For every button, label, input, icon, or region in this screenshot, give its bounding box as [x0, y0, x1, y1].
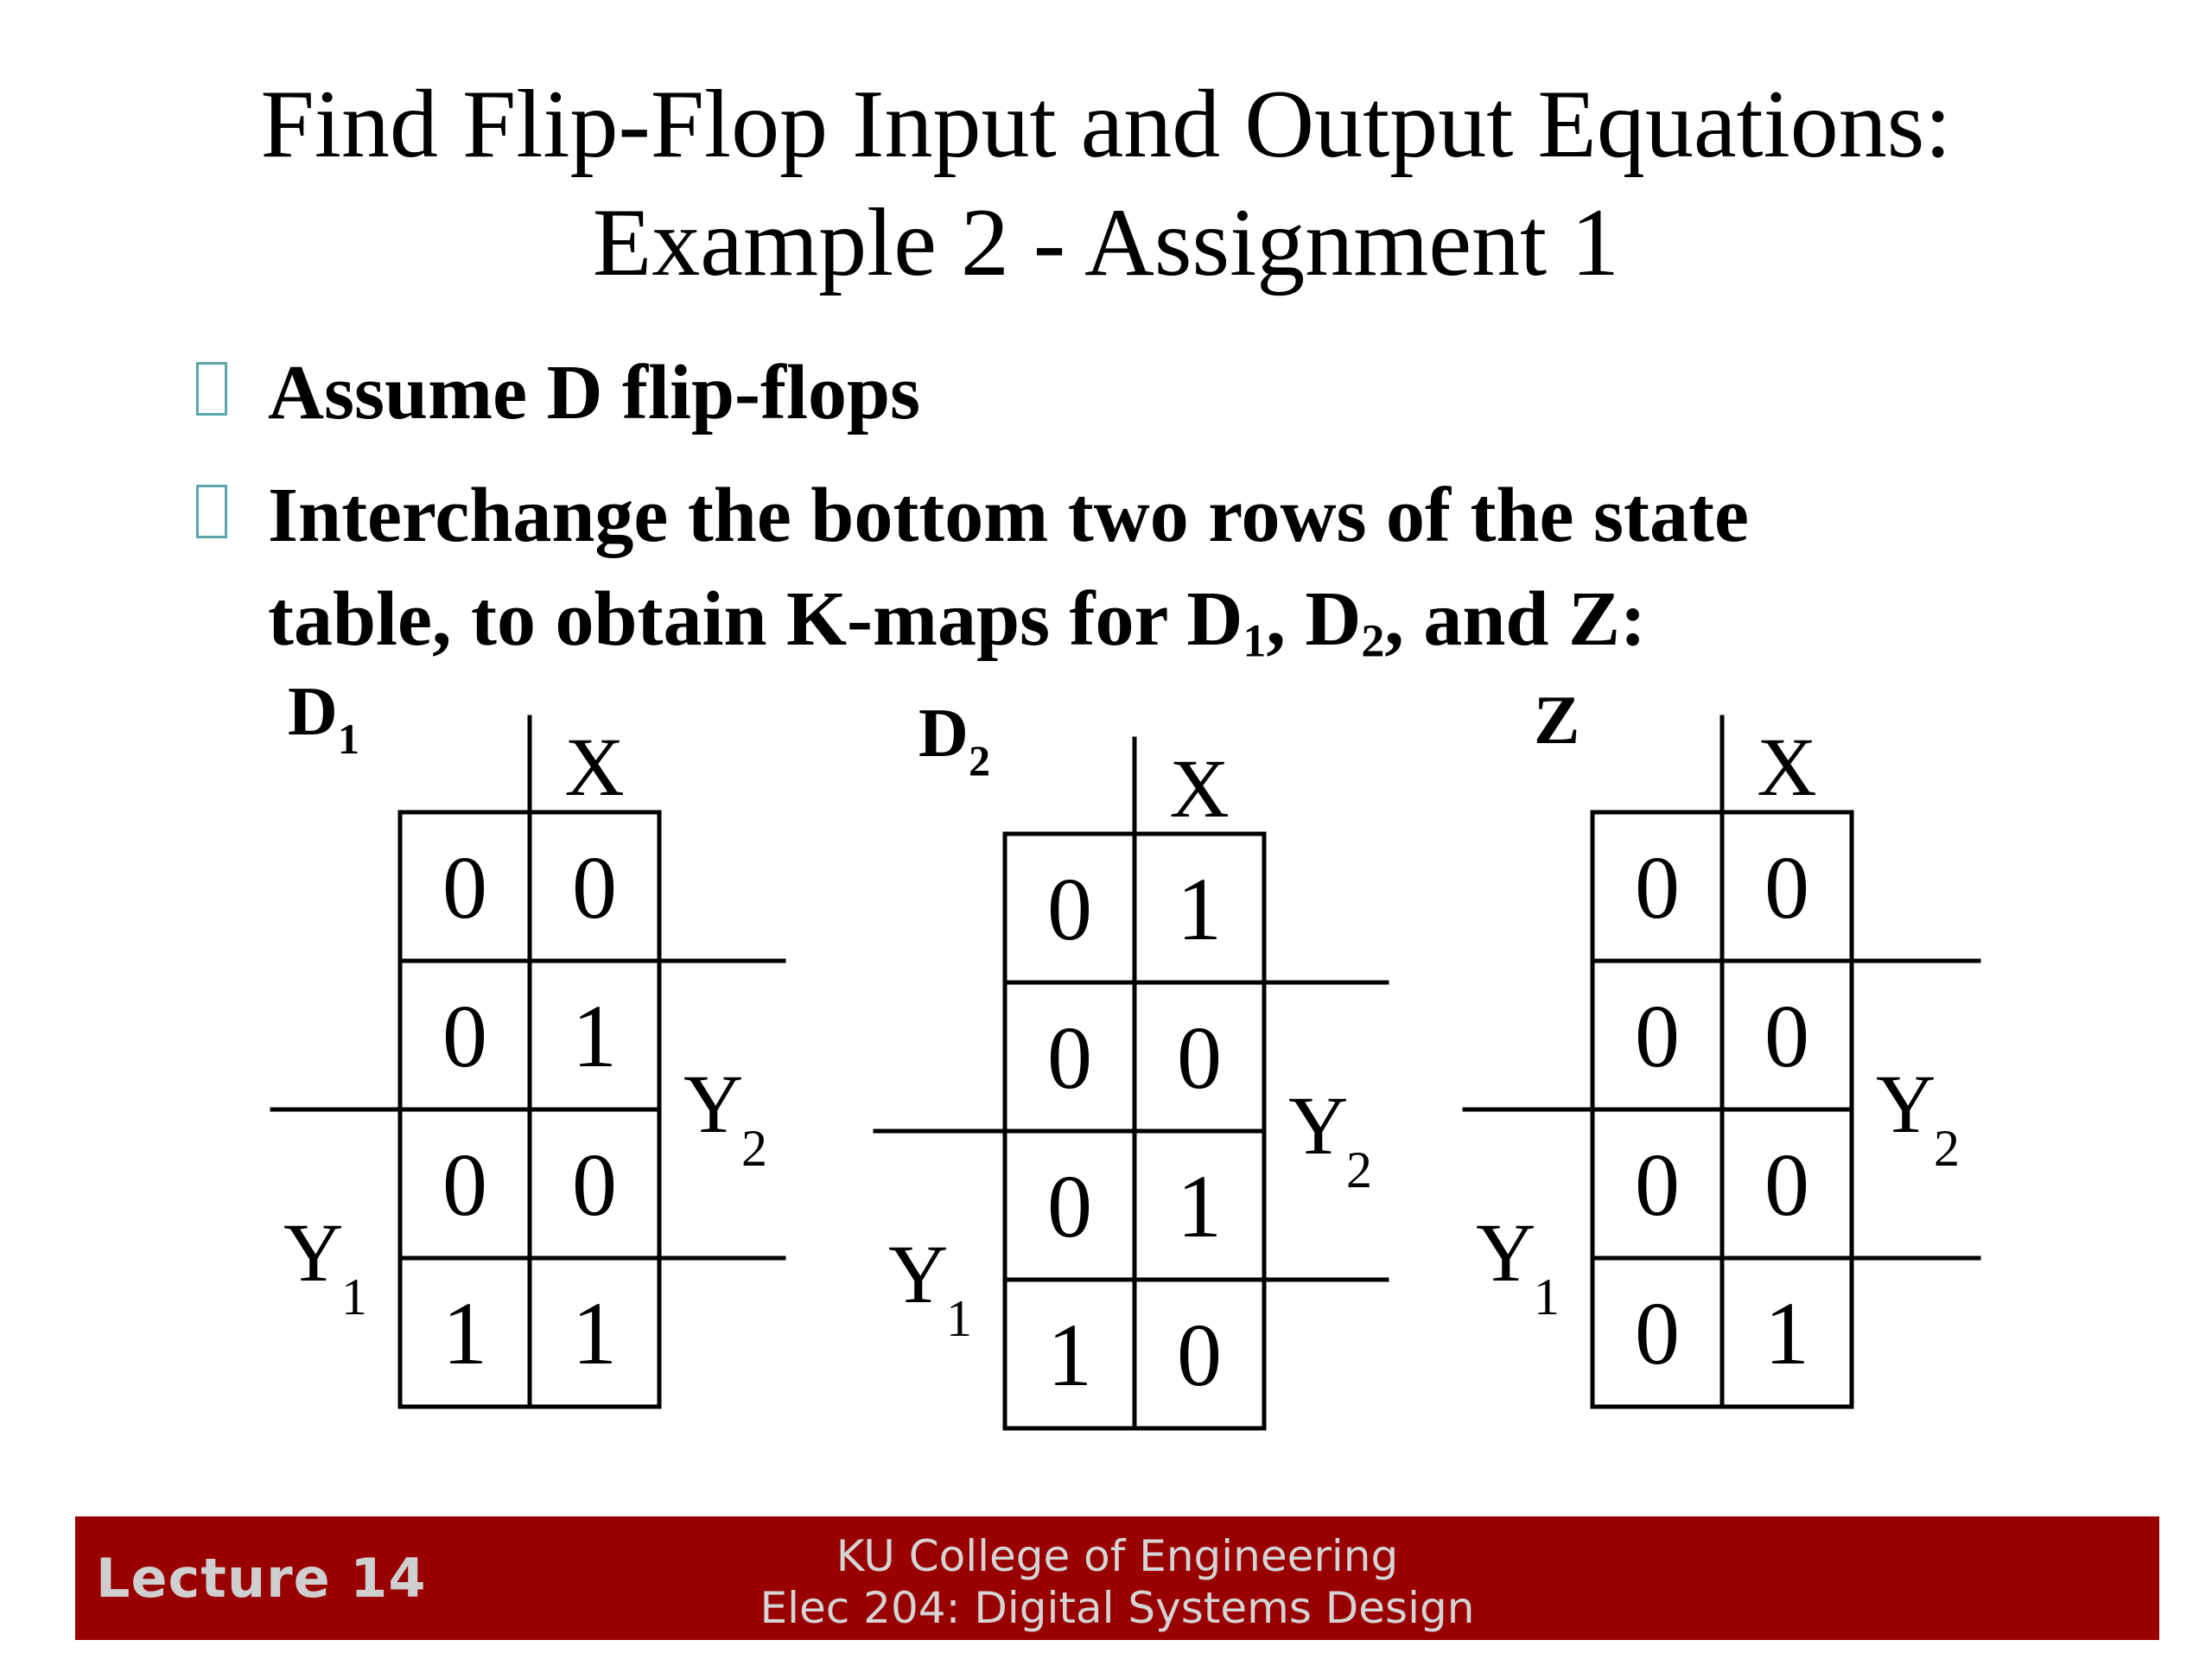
kmap-row-var-y2: Y [1876, 1058, 1936, 1150]
kmap-cell-r3c0: 0 [1635, 1284, 1680, 1383]
kmap-row-var-y2-subscript: 2 [741, 1120, 767, 1177]
footer-course: Elec 204: Digital Systems Design [760, 1583, 1475, 1633]
footer-lecture-label: Lecture 14 [96, 1547, 427, 1610]
bullet-text: Assume D flip-flops [268, 350, 921, 435]
kmap-cell-r0c0: 0 [1047, 860, 1092, 959]
kmap-row-var-y1: Y [1476, 1206, 1536, 1299]
kmap-cell-r1c0: 0 [442, 987, 487, 1086]
kmap-cell-r3c1: 1 [1764, 1284, 1809, 1383]
footer-college: KU College of Engineering [836, 1531, 1399, 1581]
kmap-cell-r2c1: 0 [1764, 1135, 1809, 1235]
kmap-row-var-y2: Y [683, 1058, 744, 1150]
kmap-cell-r0c1: 1 [1177, 860, 1222, 959]
kmap-row-var-y1-subscript: 1 [1534, 1268, 1560, 1325]
kmap-row-var-y2: Y [1288, 1079, 1349, 1172]
bullet-text-line-2-part-2: , D [1266, 576, 1362, 662]
bullet-text-line-1: Interchange the bottom two rows of the state [268, 473, 1749, 558]
kmap-cell-r3c1: 0 [1177, 1306, 1222, 1405]
kmap-title: Z [1534, 683, 1580, 759]
kmap-cell-r2c0: 0 [1047, 1157, 1092, 1256]
kmap-row-var-y1-subscript: 1 [341, 1268, 367, 1325]
kmap-title: D [288, 674, 338, 750]
kmap-row-var-y1-subscript: 1 [946, 1290, 972, 1347]
kmap-cell-r3c0: 1 [442, 1284, 487, 1383]
kmap-cell-r0c0: 0 [1635, 838, 1680, 938]
kmap-cell-r2c1: 0 [572, 1135, 617, 1235]
kmap-cell-r0c1: 0 [1764, 838, 1809, 938]
kmap-title: D [918, 696, 969, 772]
kmap-cell-r0c0: 0 [442, 838, 487, 938]
kmap-cell-r3c1: 1 [572, 1284, 617, 1383]
kmap-title-subscript: 2 [969, 736, 990, 785]
kmap-col-var-x: X [1169, 742, 1230, 835]
bullet-text-line-2-part-1: table, to obtain K-maps for D [268, 576, 1243, 662]
kmap-cell-r1c1: 0 [1177, 1008, 1222, 1108]
kmap-col-var-x: X [1757, 721, 1817, 813]
kmap-cell-r1c1: 0 [1764, 987, 1809, 1086]
subscript-d2: 2 [1361, 614, 1385, 667]
kmap-col-var-x: X [564, 721, 625, 813]
kmap-cell-r3c0: 1 [1047, 1306, 1092, 1405]
subscript-d1: 1 [1243, 614, 1267, 667]
kmap-cell-r2c0: 0 [1635, 1135, 1680, 1235]
slide-title-line-1: Find Flip-Flop Input and Output Equations: [260, 71, 1952, 178]
kmap-z [1465, 683, 1979, 1407]
kmap-title-subscript: 1 [338, 715, 359, 763]
kmap-cell-r1c1: 1 [572, 987, 617, 1086]
slide-title-line-2: Example 2 - Assignment 1 [592, 189, 1620, 296]
kmap-row-var-y2-subscript: 2 [1346, 1141, 1372, 1198]
kmap-cell-r0c1: 0 [572, 838, 617, 938]
kmap-d2 [875, 696, 1387, 1428]
kmap-cell-r1c0: 0 [1635, 987, 1680, 1086]
kmap-row-var-y2-subscript: 2 [1934, 1120, 1960, 1177]
kmap-cell-r1c0: 0 [1047, 1008, 1092, 1108]
kmap-d1 [272, 674, 784, 1407]
kmap-row-var-y1: Y [283, 1206, 344, 1299]
kmap-row-var-y1: Y [888, 1228, 949, 1320]
kmap-cell-r2c0: 0 [442, 1135, 487, 1235]
bullet-text-line-2-part-3: , and Z: [1384, 576, 1646, 662]
kmap-cell-r2c1: 1 [1177, 1157, 1222, 1256]
footer-bar [75, 1516, 2159, 1640]
